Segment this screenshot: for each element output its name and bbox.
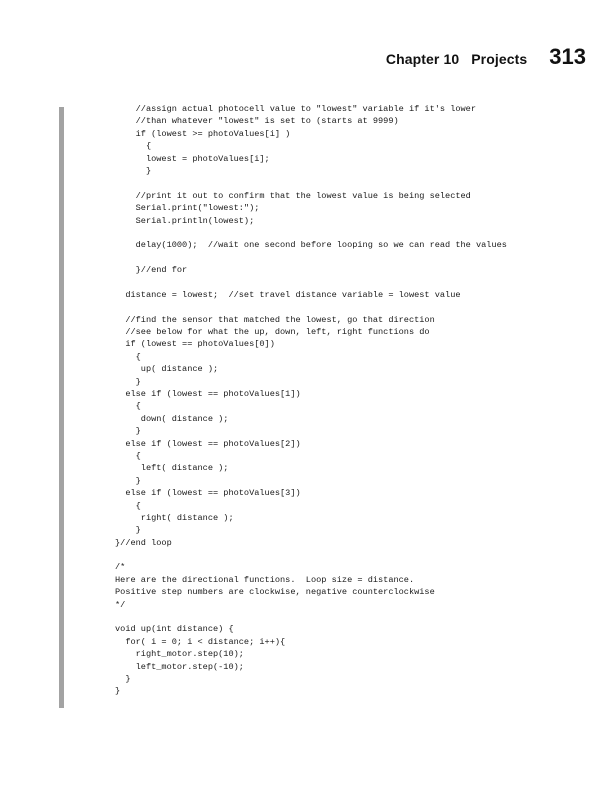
code-line (115, 227, 507, 239)
code-line: }//end loop (115, 537, 172, 548)
code-line: /* (115, 562, 126, 573)
code-line: for( i = 0; i < distance; i++){ (115, 636, 286, 647)
code-line: up( distance ); (115, 364, 219, 375)
code-line: Serial.print("lowest:"); (115, 203, 260, 214)
code-line: if (lowest == photoValues[0]) (115, 339, 275, 350)
code-line (115, 276, 507, 288)
code-line: { (115, 450, 141, 461)
running-head-title (386, 51, 527, 67)
code-line: } (115, 475, 141, 486)
code-line: //assign actual photocell value to "lowest" variable if it's lower (115, 104, 476, 114)
code-line: right_motor.step(10); (115, 649, 244, 660)
code-listing (115, 103, 507, 698)
code-line: Here are the directional functions. Loop size = distance. (115, 574, 415, 585)
code-line: { (115, 401, 141, 412)
code-line: */ (115, 599, 126, 610)
code-line: } (115, 673, 131, 684)
page-number: 313 (549, 44, 586, 69)
code-line (115, 611, 507, 623)
code-line: else if (lowest == photoValues[1]) (115, 388, 301, 399)
code-line: else if (lowest == photoValues[3]) (115, 488, 301, 499)
chapter-label: Chapter 10 (385, 51, 460, 67)
code-line (115, 301, 507, 313)
code-line: delay(1000); //wait one second before looping so we can read the values (115, 240, 507, 251)
code-line: lowest = photoValues[i]; (115, 153, 270, 164)
code-line (115, 177, 507, 189)
code-line: Positive step numbers are clockwise, negative counterclockwise (115, 587, 435, 598)
code-line: else if (lowest == photoValues[2]) (115, 438, 301, 449)
code-line: { (115, 500, 141, 511)
code-line: right( distance ); (115, 512, 234, 523)
code-line: left( distance ); (115, 463, 229, 474)
code-line: } (115, 525, 141, 536)
code-line: { (115, 141, 152, 152)
code-line: left_motor.step(-10); (115, 661, 244, 672)
code-line: { (115, 351, 141, 362)
code-block-rule (59, 107, 64, 708)
code-line: down( distance ); (115, 413, 229, 424)
code-line: void up(int distance) { (115, 624, 234, 635)
running-head (386, 44, 586, 70)
code-line: } (115, 165, 152, 176)
code-line (115, 252, 507, 264)
section-label: Projects (471, 51, 528, 67)
code-line: //print it out to confirm that the lowest value is being selected (115, 190, 471, 201)
code-line: } (115, 426, 141, 437)
code-line: }//end for (115, 265, 188, 276)
code-line: } (115, 686, 121, 697)
code-line: distance = lowest; //set travel distance variable = lowest value (115, 289, 461, 300)
code-line: if (lowest >= photoValues[i] ) (115, 128, 291, 139)
code-line: //find the sensor that matched the lowest, go that direction (115, 314, 435, 325)
code-line: } (115, 376, 141, 387)
code-line (115, 549, 507, 561)
code-line: //see below for what the up, down, left, right functions do (115, 327, 430, 338)
code-line: //than whatever "lowest" is set to (starts at 9999) (115, 116, 399, 127)
code-line: Serial.println(lowest); (115, 215, 255, 226)
